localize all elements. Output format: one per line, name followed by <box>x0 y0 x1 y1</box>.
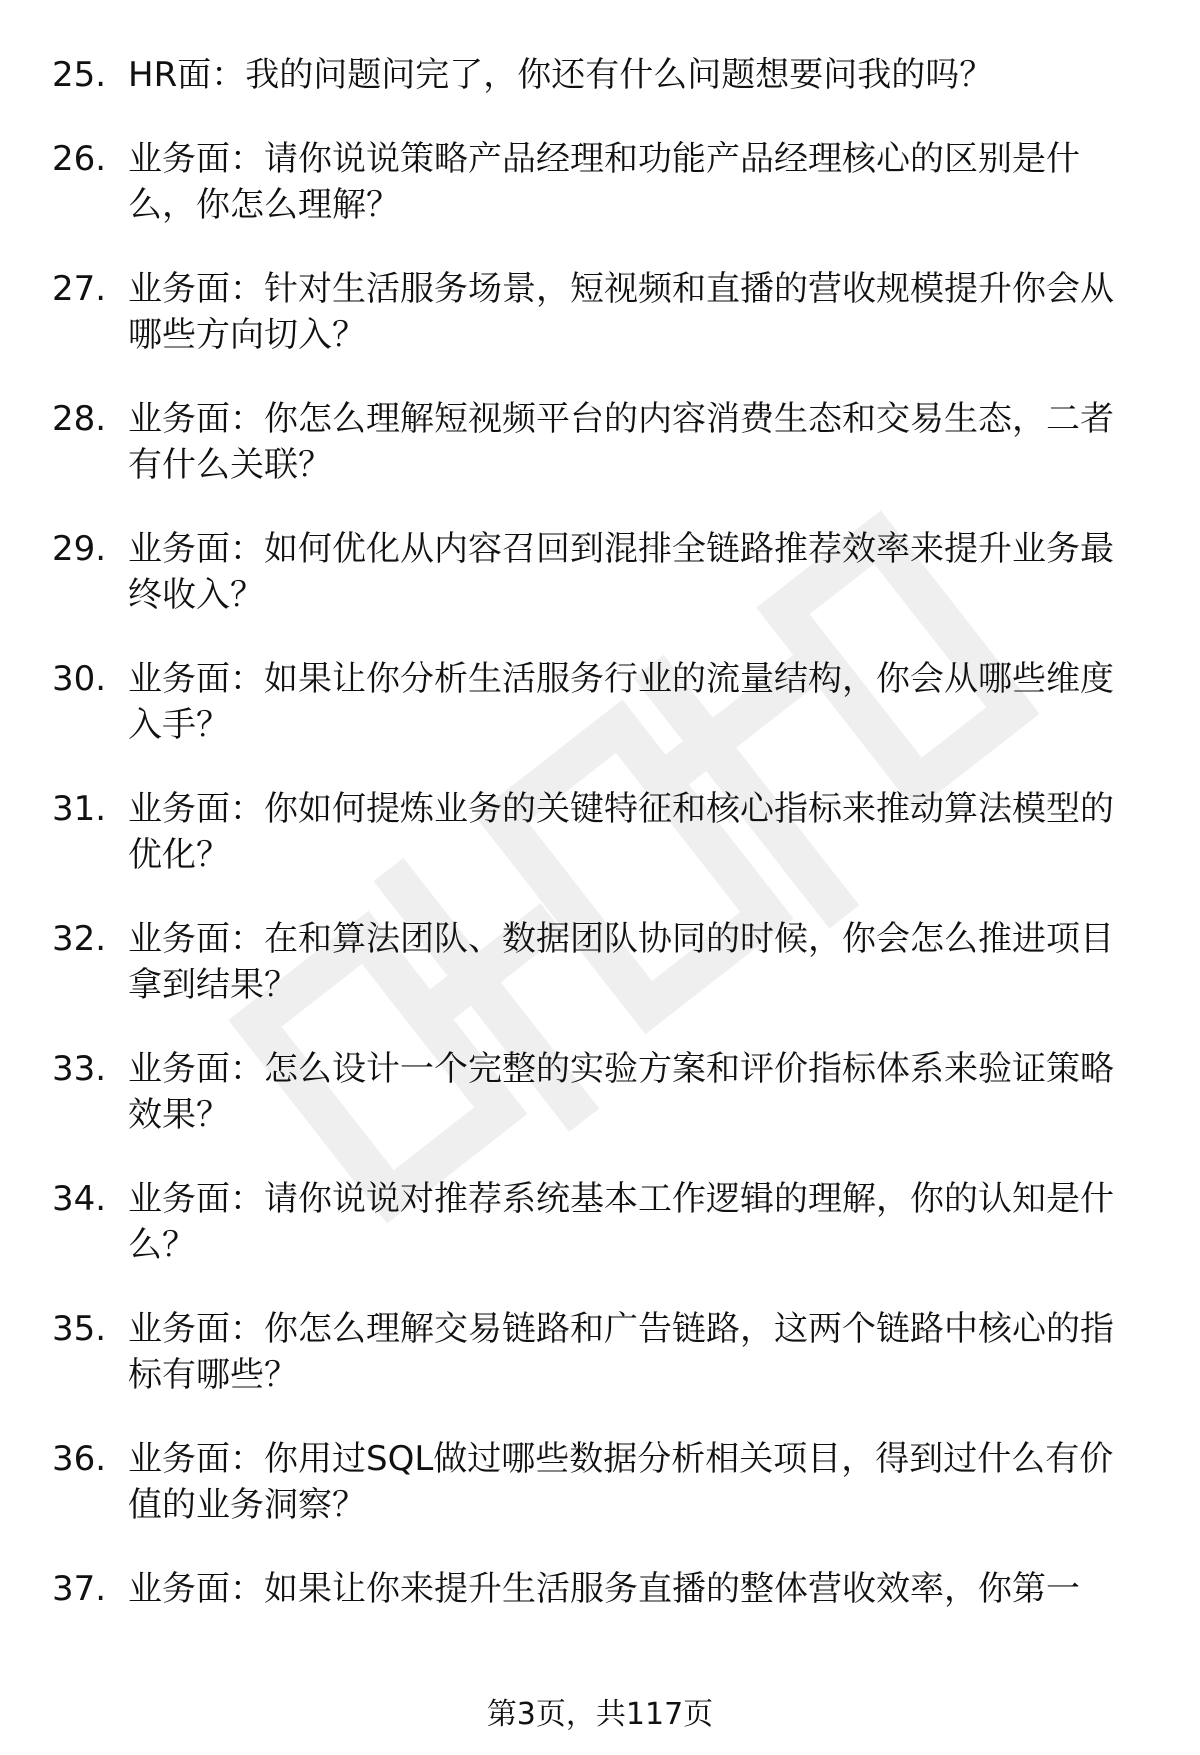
question-item <box>0 1436 1200 1528</box>
question-item <box>0 1176 1200 1268</box>
question-item <box>0 1306 1200 1398</box>
question-text: HR面：我的问题问完了，你还有什么问题想要问我的吗？ <box>128 55 994 95</box>
question-list <box>0 52 1200 1650</box>
question-item <box>0 916 1200 1008</box>
question-number: 34. <box>52 1179 107 1219</box>
question-text: 业务面：请你说说策略产品经理和功能产品经理核心的区别是什么，你怎么理解？ <box>128 139 1080 225</box>
question-text: 业务面：请你说说对推荐系统基本工作逻辑的理解，你的认知是什么？ <box>128 1179 1114 1265</box>
page-footer <box>0 1695 1200 1735</box>
question-item <box>0 1566 1200 1612</box>
question-text: 业务面：针对生活服务场景，短视频和直播的营收规模提升你会从哪些方向切入？ <box>128 269 1114 355</box>
question-number: 37. <box>52 1569 107 1609</box>
question-text: 业务面：你怎么理解短视频平台的内容消费生态和交易生态，二者有什么关联？ <box>128 399 1114 485</box>
question-item <box>0 136 1200 228</box>
question-item <box>0 526 1200 618</box>
question-number: 26. <box>52 139 107 179</box>
question-number: 29. <box>52 529 107 569</box>
question-number: 30. <box>52 659 107 699</box>
question-item <box>0 52 1200 98</box>
question-item <box>0 656 1200 748</box>
question-number: 27. <box>52 269 107 309</box>
question-text: 业务面：如果让你分析生活服务行业的流量结构，你会从哪些维度入手？ <box>128 659 1114 745</box>
question-text: 业务面：你用过SQL做过哪些数据分析相关项目，得到过什么有价值的业务洞察？ <box>128 1439 1114 1525</box>
page-number-label: 第3页，共117页 <box>486 1697 714 1732</box>
question-text: 业务面：你怎么理解交易链路和广告链路，这两个链路中核心的指标有哪些？ <box>128 1309 1114 1395</box>
question-number: 32. <box>52 919 107 959</box>
question-text: 业务面：如果让你来提升生活服务直播的整体营收效率，你第一 <box>128 1569 1080 1609</box>
question-item <box>0 1046 1200 1138</box>
question-text: 业务面：如何优化从内容召回到混排全链路推荐效率来提升业务最终收入？ <box>128 529 1114 615</box>
question-number: 35. <box>52 1309 107 1349</box>
question-text: 业务面：怎么设计一个完整的实验方案和评价指标体系来验证策略效果？ <box>128 1049 1114 1135</box>
question-number: 25. <box>52 55 107 95</box>
question-number: 28. <box>52 399 107 439</box>
question-number: 33. <box>52 1049 107 1089</box>
question-number: 31. <box>52 789 107 829</box>
question-text: 业务面：你如何提炼业务的关键特征和核心指标来推动算法模型的优化？ <box>128 789 1114 875</box>
question-item <box>0 786 1200 878</box>
question-item <box>0 396 1200 488</box>
question-number: 36. <box>52 1439 107 1479</box>
question-item <box>0 266 1200 358</box>
question-text: 业务面：在和算法团队、数据团队协同的时候，你会怎么推进项目拿到结果？ <box>128 919 1114 1005</box>
